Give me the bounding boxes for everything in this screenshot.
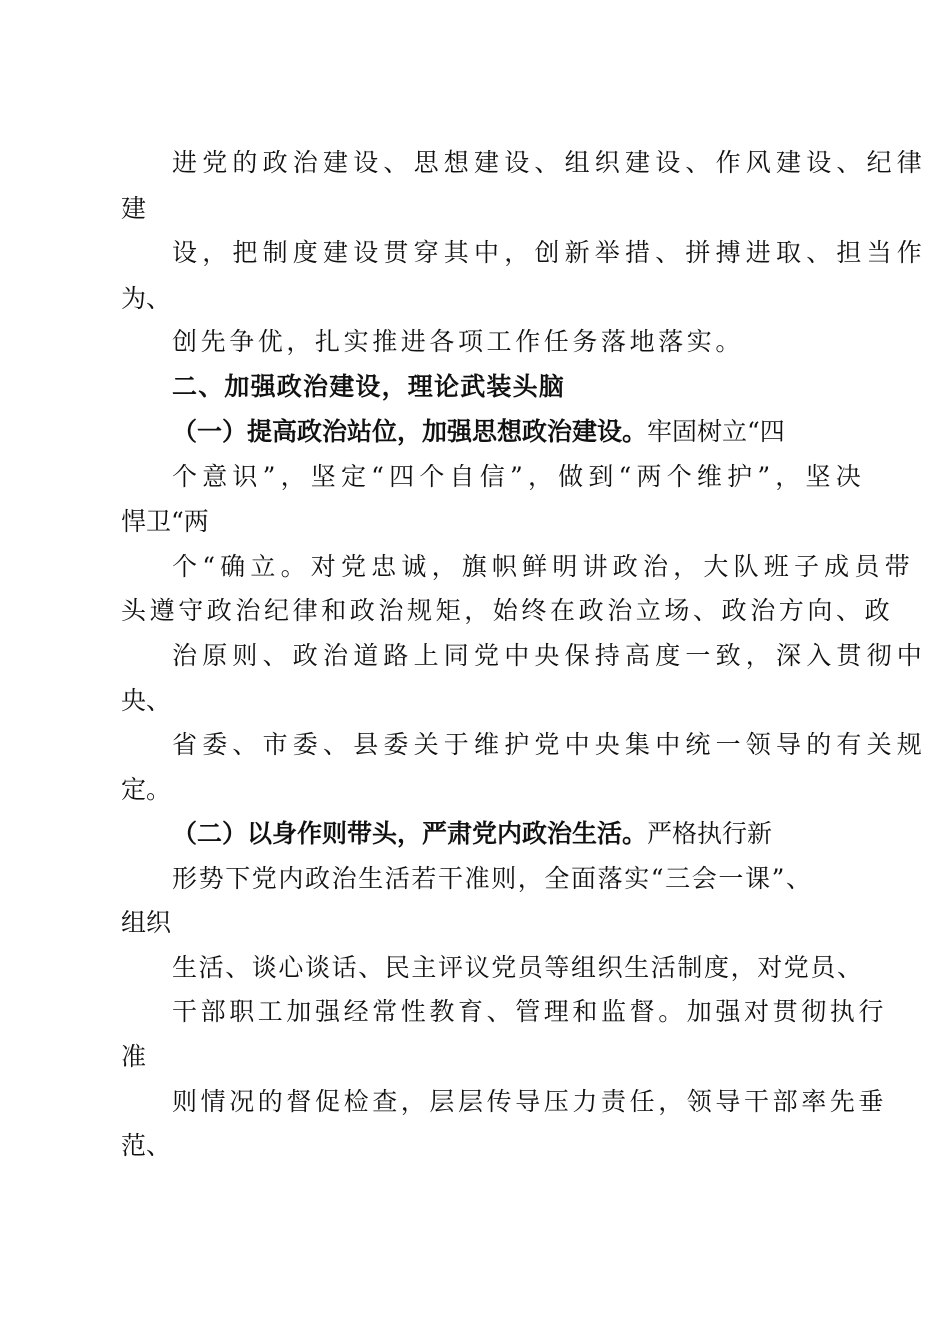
body-line: 个意识”，坚定“四个自信”，做到“两个维护”，坚决 [172, 462, 866, 491]
body-line: 生活、谈心谈话、民主评议党员等组织生活制度，对党员、 [172, 953, 864, 982]
body-line: 央、 [121, 686, 172, 715]
body-text: 严格执行新 [647, 819, 773, 848]
body-line: 悍卫“两 [121, 507, 209, 536]
body-line: 头遵守政治纪律和政治规矩，始终在政治立场、政治方向、政 [121, 596, 894, 625]
subsection-heading: （二）以身作则带头，严肃党内政治生活。 [172, 819, 648, 848]
body-line [172, 819, 772, 849]
body-line: 设，把制度建设贯穿其中，创新举措、拼搏进取、担当作 [172, 238, 928, 267]
body-line: 治原则、政治道路上同党中央保持高度一致，深入贯彻中 [172, 641, 928, 670]
body-line: 个“确立。对党忠诚，旗帜鲜明讲政治，大队班子成员带 [172, 552, 915, 581]
body-line: 创先争优，扎实推进各项工作任务落地落实。 [172, 327, 745, 356]
body-line [172, 417, 785, 447]
body-line: 建 [121, 194, 147, 223]
subsection-heading: （一）提高政治站位，加强思想政治建设。 [172, 417, 648, 446]
body-text: 牢固树立“四 [647, 417, 785, 446]
body-line: 组织 [121, 908, 172, 937]
body-line: 为、 [121, 284, 172, 313]
body-line: 省委、市委、县委关于维护党中央集中统一领导的有关规 [172, 730, 928, 759]
body-line: 形势下党内政治生活若干准则，全面落实“三会一课”、 [172, 864, 813, 893]
body-line: 进党的政治建设、思想建设、组织建设、作风建设、纪律 [172, 148, 928, 177]
body-line: 范、 [121, 1131, 172, 1160]
body-line: 准 [121, 1042, 147, 1071]
body-line: 则情况的督促检查，层层传导压力责任，领导干部率先垂 [172, 1087, 888, 1116]
body-line: 定。 [121, 775, 172, 804]
section-heading: 二、加强政治建设，理论武装头脑 [172, 372, 566, 401]
body-line: 干部职工加强经常性教育、管理和监督。加强对贯彻执行 [172, 997, 888, 1026]
